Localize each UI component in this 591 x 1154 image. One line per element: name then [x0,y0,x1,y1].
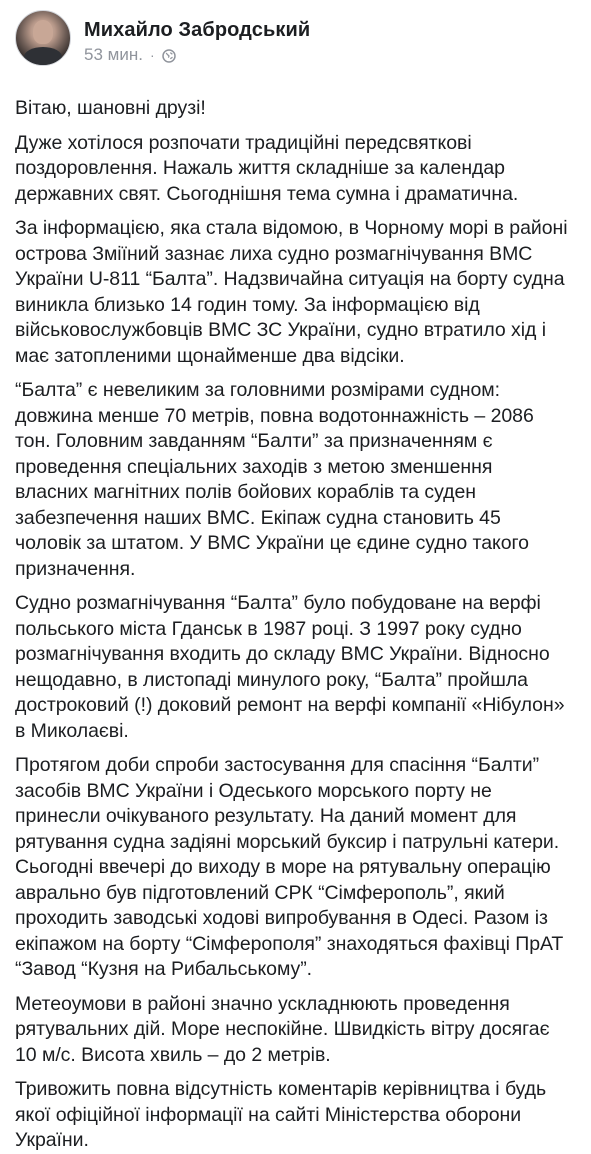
post-paragraph-rescue: Протягом доби спроби застосування для спасіння “Балти” засобів ВМС України і Одеського морського порту не принесли очікуваного результату. На даний момент для рятування судна задіяні морський буксир і патрульні катери. Сьогодні ввечері до виходу в море на рятувальну операцію аврально був підготовлений СРК “Сімферополь”, який проходить заводські ходові випробування в Одесі. Разом із екіпажом на борту “Сімферополя” знаходяться фахівці ПрАТ “Завод “Кузня на Рибальському”. [15,754,564,980]
post-paragraph-concern: Тривожить повна відсутність коментарів керівництва і будь якої офіційної інформації на сайті Міністерства оборони України. [15,1078,547,1151]
globe-icon[interactable] [162,48,176,62]
post-body [15,96,569,1154]
post-subline [84,45,310,65]
post-paragraph-incident: За інформацією, яка стала відомою, в Чорному морі в районі острова Зміїний зазнає лиха судно розмагнічування ВМС України U-811 “Балта”. Надзвичайна ситуація на борту судна виникла близько 14 годин тому. За інформацією від військовослужбовців ВМС ЗС України, судно втратило хід і має затопленими щонайменше два відсіки. [15,217,568,367]
post-paragraph-history: Судно розмагнічування “Балта” було побудоване на верфі польського міста Гданськ в 1987 році. З 1997 року судно розмагнічування входить до складу ВМС України. Відносно нещодавно, в листопаді минулого року, “Балта” пройшла достроковий (!) доковий ремонт на верфі компанії «Нібулон» в Миколаєві. [15,592,565,742]
post-timestamp[interactable]: 53 мин. [84,45,143,64]
post-paragraph-intro: Дуже хотілося розпочати традиційні передсвяткові поздоровлення. Нажаль життя складніше за календар державних свят. Сьогоднішня тема сумна і драматична. [15,131,519,205]
author-name[interactable]: Михайло Забродський [84,19,311,41]
avatar[interactable] [15,10,71,66]
post-paragraph-weather: Метеоумови в районі значно ускладнюють проведення рятувальних дій. Море неспокійне. Швидкість вітру досягає 10 м/с. Висота хвиль – до 2 метрів. [15,992,550,1066]
post-paragraph-greeting: Вітаю, шановні друзі! [15,97,206,119]
post-paragraph-ship-details: “Балта” є невеликим за головними розмірами судном: довжина менше 70 метрів, повна водотоннажність – 2086 тон. Головним завданням “Балти” за призначенням є проведення спеціальних заходів з метою зменшення власних магнітних полів бойових кораблів та суден забезпечення наших ВМС. Екіпаж судна становить 45 чоловік за штатом. У ВМС України це єдине судно такого призначення. [15,379,534,580]
meta-separator: · [149,47,155,63]
post-header [15,10,569,74]
post-meta [84,10,310,65]
